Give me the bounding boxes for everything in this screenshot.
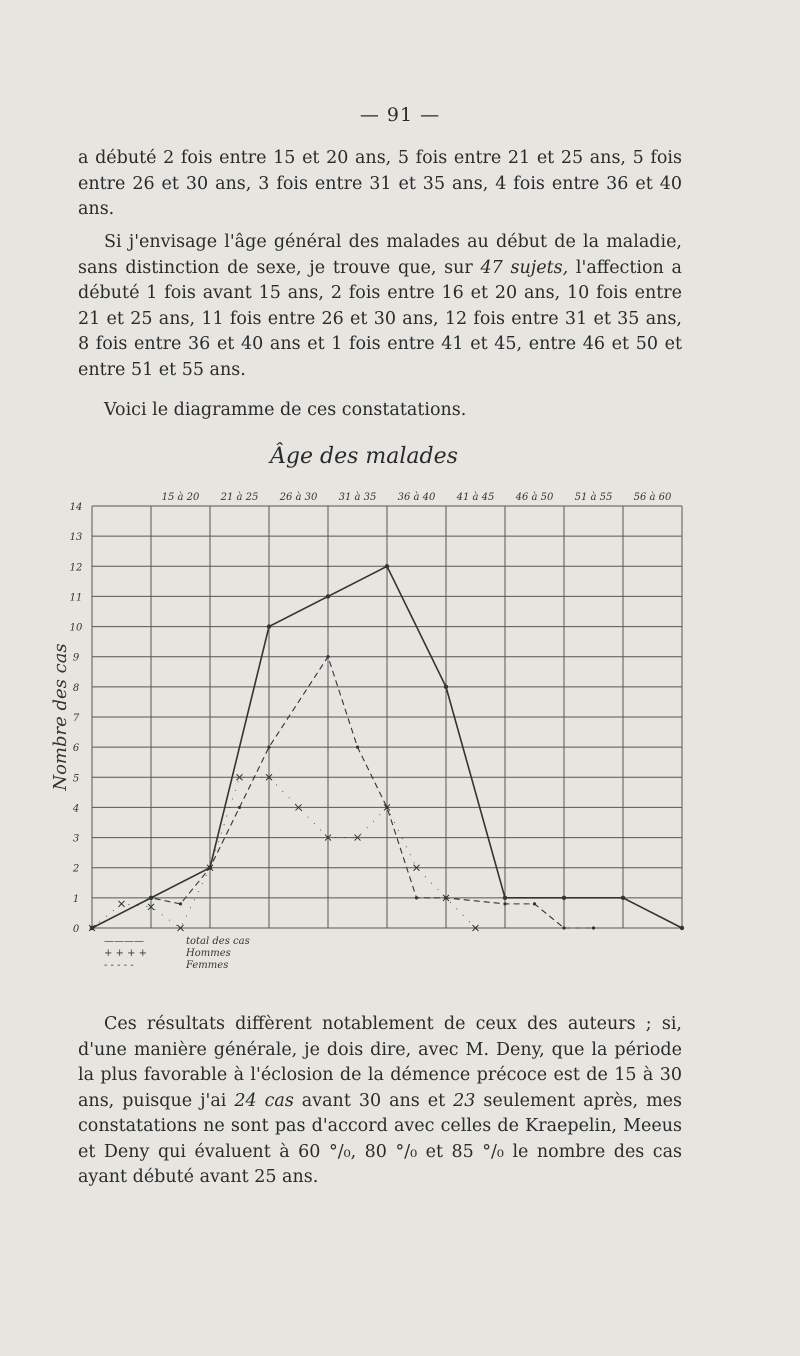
data-point xyxy=(385,806,388,809)
data-point xyxy=(592,926,595,929)
y-tick-label: 14 xyxy=(69,502,83,513)
data-point xyxy=(267,624,271,628)
chart-title: Âge des malades xyxy=(270,444,458,469)
data-point xyxy=(385,564,389,568)
series-line xyxy=(92,657,594,928)
paragraph-4-emphasis-1: 24 cas xyxy=(234,1090,294,1111)
data-point xyxy=(267,746,270,749)
paragraph-4-text xyxy=(78,1012,682,1191)
y-tick-label: 7 xyxy=(72,713,80,724)
data-point xyxy=(149,896,152,899)
y-tick-label: 0 xyxy=(72,924,80,935)
data-point xyxy=(208,866,211,869)
chart-grid xyxy=(92,506,682,928)
data-point xyxy=(356,746,359,749)
y-tick-label: 4 xyxy=(72,803,80,815)
data-point xyxy=(444,685,448,689)
legend-label: total des cas xyxy=(186,936,250,947)
y-tick-label: 10 xyxy=(69,622,83,634)
legend-label: Femmes xyxy=(186,960,229,971)
series-hommes xyxy=(89,774,479,931)
y-tick-label: 6 xyxy=(72,743,80,755)
category-label: 15 à 20 xyxy=(161,492,200,503)
data-point xyxy=(326,655,329,658)
category-label: 31 à 35 xyxy=(338,492,377,503)
legend-line: ———— xyxy=(104,936,144,947)
y-tick-label: 8 xyxy=(72,682,80,694)
category-label: 36 à 40 xyxy=(397,492,436,503)
data-point xyxy=(621,896,625,900)
legend-line: - - - - - xyxy=(104,960,134,971)
category-label: 26 à 30 xyxy=(279,492,318,503)
paragraph-3-text: Voici le diagramme de ces constatations. xyxy=(104,400,467,420)
y-tick-label: 2 xyxy=(72,863,80,875)
y-tick-label: 9 xyxy=(72,652,80,664)
data-point xyxy=(562,926,565,929)
y-axis-label: Nombre des cas xyxy=(50,643,71,791)
data-point xyxy=(415,896,418,899)
paragraph-4-part-c: avant 30 ans et xyxy=(293,1090,454,1111)
paragraph-2-emphasis: 47 sujets, xyxy=(480,257,569,278)
paragraph-2-part-a: Si j'envisage l'âge général des malades au début de la maladie, sans distinction de sexe, je trouve que, sur xyxy=(78,232,682,278)
y-tick-label: 1 xyxy=(72,893,80,905)
data-point xyxy=(326,594,330,598)
data-point xyxy=(119,901,125,907)
paragraph-4-emphasis-2: 23 xyxy=(453,1090,476,1111)
y-tick-label: 5 xyxy=(72,773,80,785)
paragraph-4 xyxy=(78,1012,682,1191)
series-femmes xyxy=(90,655,595,929)
data-point xyxy=(533,902,536,905)
legend-label: Hommes xyxy=(186,948,231,959)
page-number: — 91 — xyxy=(359,104,441,126)
data-point xyxy=(179,902,182,905)
y-tick-label: 13 xyxy=(69,532,83,544)
category-label: 51 à 55 xyxy=(574,492,613,503)
data-point xyxy=(444,896,447,899)
data-point xyxy=(503,902,506,905)
chart-legend xyxy=(104,936,250,971)
category-label: 21 à 25 xyxy=(220,492,259,503)
paragraph-4-part-a: Ces résultats diffèrent notablement de ceux des auteurs ; si, d'une manière générale, je dois dire, avec M. Deny, que la période la plus favorable à l'éclosion de la démence précoce est de 15 à 30 ans, puisque j'ai xyxy=(78,1014,682,1111)
data-point xyxy=(503,896,507,900)
paragraph-4-part-e: seulement après, mes constatations ne sont pas d'accord avec celles de Kraepelin, Meeus et Deny qui évaluent à 60 °/₀, 80 °/₀ et 85 °/₀ le nombre des cas ayant débuté avant 25 ans. xyxy=(78,1090,682,1187)
data-point xyxy=(90,926,93,929)
data-point xyxy=(680,926,684,930)
category-label: 56 à 60 xyxy=(633,492,672,503)
legend-line: + + + + xyxy=(104,948,148,959)
data-point xyxy=(238,806,241,809)
paragraph-2-part-c: l'affection a débuté 1 fois avant 15 ans, 2 fois entre 16 et 20 ans, 10 fois entre 21 et 25 ans, 11 fois entre 26 et 30 ans, 12 fois entre 31 et 35 ans, 8 fois entre 36 et 40 ans et 1 fois entre 41 et 45, entre 46 et 50 et entre 51 et 55 ans. xyxy=(78,257,682,380)
y-tick-label: 11 xyxy=(69,592,83,604)
data-point xyxy=(562,896,566,900)
y-tick-label: 12 xyxy=(69,562,83,574)
y-tick-label: 3 xyxy=(72,833,80,845)
category-label: 46 à 50 xyxy=(515,492,554,503)
paragraph-1-text: a débuté 2 fois entre 15 et 20 ans, 5 fois entre 21 et 25 ans, 5 fois entre 26 et 30 ans, 3 fois entre 31 et 35 ans, 4 fois entre 36 et 40 ans. xyxy=(78,148,682,219)
category-label: 41 à 45 xyxy=(456,492,495,503)
